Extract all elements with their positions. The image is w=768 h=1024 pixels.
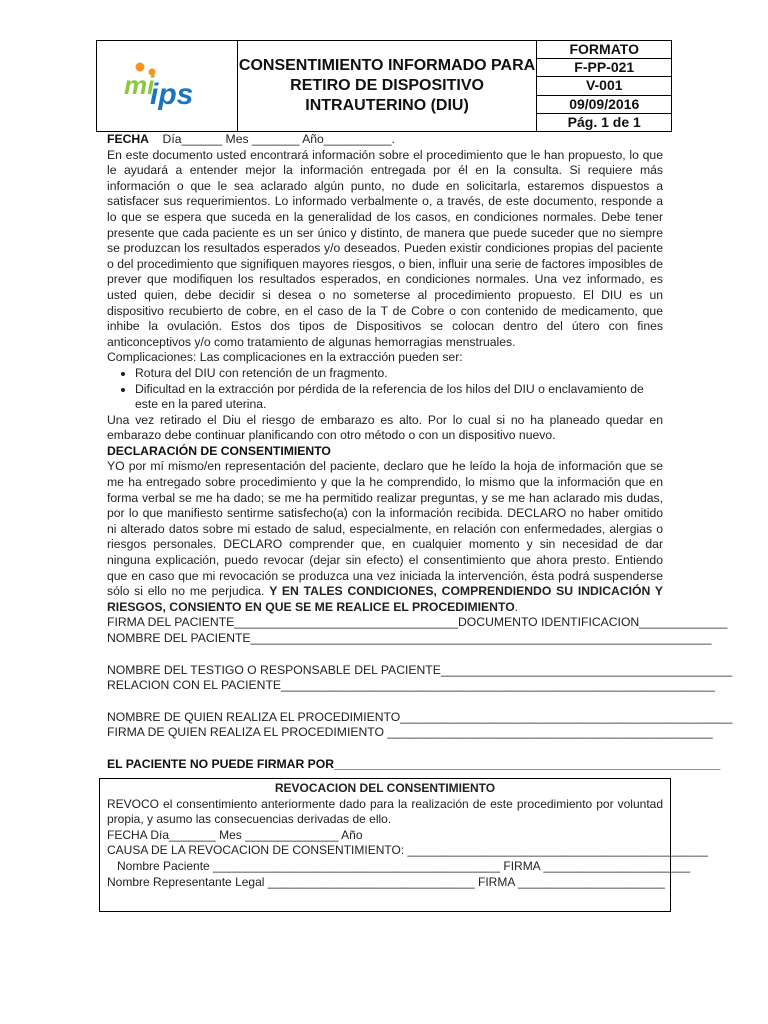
- performer-name-field[interactable]: NOMBRE DE QUIEN REALIZA EL PROCEDIMIENTO_________________________________________________: [107, 709, 733, 724]
- complication-item: • Rotura del DIU con retención de un fragmento.: [135, 366, 663, 382]
- complication-item: • Dificultad en la extracción por pérdida de la referencia de los hilos del DIU o enclavamiento de este en la pared uterina.: [135, 382, 663, 413]
- declaration-paragraph: [107, 459, 663, 615]
- format-version: V-001: [537, 77, 672, 95]
- revocation-text: REVOCO el consentimiento anteriormente dado para la realización de este procedimiento por voluntad propia, y asumo las consecuencias derivadas de ello.: [107, 796, 663, 827]
- document-body: [107, 132, 733, 773]
- page-number: Pág. 1 de 1: [537, 113, 672, 131]
- revocation-legal-rep-field[interactable]: Nombre Representante Legal _______________________________ FIRMA ______________________: [107, 874, 665, 889]
- date-fields: Día______ Mes _______ Año__________.: [162, 132, 395, 146]
- complications-intro: Complicaciones: Las complicaciones en la extracción pueden ser:: [107, 350, 463, 365]
- intro-paragraph: En este documento usted encontrará información sobre el procedimiento que le han propuesto, lo que le ayudará a entender mejor la información entregada por él en la consulta. Si requiere más información o que le sea aclarado algún punto, no dude en solicitarla, estaremos dispuestos a satisfacer sus requerimientos. Lo informado verbalmente o, a través, de este documento, responde a lo que se espera que suceda en la generalidad de los casos, en condiciones normales. Debe tener presente que cada paciente es un ser único y distinto, de manera que puede suceder que no siempre se produzcan los resultados esperados y/o deseados. Pueden existir condiciones propias del paciente o del procedimiento que signifiquen mayores riesgos, o bien, influir una serie de factores imposibles de prever que modifiquen los resultados esperados, en condiciones normales. Una vez informado, es usted quien, debe decidir si desea o no someterse al procedimiento propuesto. El DIU es un dispositivo recubierto de cobre, en el caso de la T de Cobre o con contenido de medicamento, que inhibe la ovulación. Estos dos tipos de Dispositivos se colocan dentro del útero con fines anticonceptivos y/o como tratamiento de algunas hemorragias menstruales.: [107, 147, 663, 349]
- patient-name-field[interactable]: NOMBRE DEL PACIENTE____________________________________________________________________: [107, 631, 712, 645]
- revocation-title: REVOCACION DEL CONSENTIMIENTO: [274, 781, 496, 795]
- declaration-heading: DECLARACIÓN DE CONSENTIMIENTO: [107, 443, 331, 458]
- patient-signature-field[interactable]: FIRMA DEL PACIENTE_________________________________DOCUMENTO IDENTIFICACION_____________: [107, 615, 728, 630]
- mips-logo: [97, 58, 237, 114]
- witness-name-field[interactable]: NOMBRE DEL TESTIGO O RESPONSABLE DEL PACIENTE___________________________________________: [107, 662, 733, 677]
- after-removal-paragraph: Una vez retirado el Diu el riesgo de embarazo es alto. Por lo cual si no ha planeado quedar en embarazo debe continuar planificando con otro método o con un dispositivo nuevo.: [107, 412, 663, 443]
- document-header: [96, 40, 672, 132]
- relation-field[interactable]: RELACION CON EL PACIENTE________________________________________________________________: [107, 678, 715, 693]
- revocation-date-field[interactable]: FECHA Día_______ Mes ______________ Año: [107, 827, 363, 842]
- revocation-patient-name-field[interactable]: Nombre Paciente ___________________________________________ FIRMA ______________________: [107, 858, 691, 873]
- complications-list: [107, 366, 663, 413]
- performer-signature-field[interactable]: FIRMA DE QUIEN REALIZA EL PROCEDIMIENTO ________________________________________________: [107, 725, 713, 740]
- svg-text:mi: mi: [123, 70, 155, 100]
- revocation-cause-field[interactable]: CAUSA DE LA REVOCACION DE CONSENTIMIENTO: _____________________________________________: [107, 843, 708, 858]
- cannot-sign-field[interactable]: EL PACIENTE NO PUEDE FIRMAR POR_________________________________________________________: [107, 756, 721, 771]
- logo-cell: [97, 41, 238, 132]
- revocation-box: [99, 778, 708, 912]
- date-label: FECHA: [107, 132, 149, 146]
- declaration-text: YO por mí mismo/en representación del paciente, declaro que he leído la hoja de información que se me ha entregado sobre procedimiento y que la he comprendido, lo mismo que la información que en forma verbal se me ha dado; se me ha permitido realizar preguntas, y se me han aclarado mis dudas, por lo que manifiesto sentirme satisfecho(a) con la información recibida. DECLARO no haber omitido ni alterado datos sobre mi estado de salud, especialmente, en relación con enfermedades, alergias o riesgos personales. DECLARO comprender que, en cualquier momento y sin necesidad de dar ninguna explicación, puedo revocar (dejar sin efecto) el consentimiento que ahora presto. Entiendo que en caso que mi revocación se produzca una vez iniciada la intervención, ésta podrá suspenderse sólo si ello no me perjudica.: [107, 459, 663, 599]
- declaration-period: .: [514, 599, 519, 614]
- svg-text:ips: ips: [149, 78, 194, 111]
- declaration-consent: Y EN TALES CONDICIONES, COMPRENDIENDO SU INDICACIÓN Y RIESGOS, CONSIENTO EN QUE SE ME REALICE EL PROCEDIMIENTO: [107, 584, 663, 614]
- document-title: CONSENTIMIENTO INFORMADO PARA RETIRO DE DISPOSITIVO INTRAUTERINO (DIU): [237, 41, 537, 132]
- date-line: [107, 132, 663, 148]
- format-code: F-PP-021: [537, 59, 672, 77]
- format-label: FORMATO: [537, 41, 672, 59]
- format-date: 09/09/2016: [537, 95, 672, 113]
